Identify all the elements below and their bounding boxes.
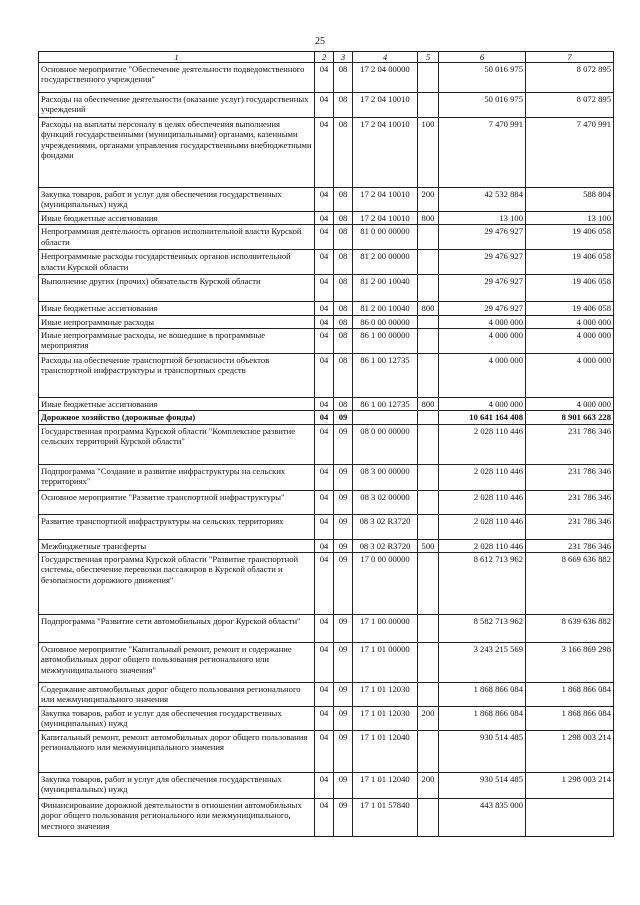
cell-name: Подпрограмма "Развитие сети автомобильных дорог Курской области" (39, 614, 315, 642)
cell-sum2: 231 786 346 (526, 490, 614, 514)
table-row (39, 93, 614, 118)
cell-name: Иные бюджетные ассигнования (39, 302, 315, 315)
cell-pr: 09 (334, 411, 353, 424)
cell-vr (418, 315, 439, 328)
cell-sum1: 1 868 866 084 (439, 706, 526, 730)
table-row (39, 798, 614, 836)
table-row (39, 302, 614, 315)
cell-pr: 09 (334, 706, 353, 730)
cell-rz: 04 (315, 642, 334, 682)
cell-csr: 17 1 01 00000 (353, 642, 418, 682)
cell-vr: 100 (418, 118, 439, 188)
cell-name: Государственная программа Курской области "Развитие транспортной системы, обеспечение перевозки пассажиров в Курской области и безопасности дорожного движения" (39, 552, 315, 614)
cell-name: Основное мероприятие "Развитие транспортной инфраструктуры" (39, 490, 315, 514)
cell-rz: 04 (315, 552, 334, 614)
cell-sum2: 3 166 869 298 (526, 642, 614, 682)
cell-name: Закупка товаров, работ и услуг для обеспечения государственных (муниципальных) нужд (39, 772, 315, 798)
cell-vr (418, 464, 439, 490)
cell-rz: 04 (315, 706, 334, 730)
cell-sum2: 4 000 000 (526, 328, 614, 353)
cell-sum2: 19 406 058 (526, 302, 614, 315)
cell-rz: 04 (315, 353, 334, 397)
cell-csr: 86 0 00 00000 (353, 315, 418, 328)
cell-sum1: 930 514 485 (439, 772, 526, 798)
table-row (39, 772, 614, 798)
cell-vr (418, 514, 439, 539)
cell-rz: 04 (315, 275, 334, 302)
cell-sum1: 42 532 884 (439, 188, 526, 212)
cell-rz: 04 (315, 212, 334, 225)
table-row (39, 397, 614, 410)
header-row (39, 52, 614, 63)
table-row (39, 315, 614, 328)
cell-csr: 17 2 04 10010 (353, 93, 418, 118)
header-cell: 7 (526, 52, 614, 63)
table-row (39, 552, 614, 614)
cell-sum1: 13 100 (439, 212, 526, 225)
table-row (39, 614, 614, 642)
cell-rz: 04 (315, 514, 334, 539)
cell-pr: 08 (334, 212, 353, 225)
cell-sum1: 2 028 110 446 (439, 539, 526, 552)
cell-sum1: 3 243 215 569 (439, 642, 526, 682)
table-row (39, 424, 614, 464)
cell-csr: 17 1 01 12030 (353, 682, 418, 706)
cell-sum1: 29 476 927 (439, 275, 526, 302)
cell-sum1: 2 028 110 446 (439, 464, 526, 490)
cell-vr (418, 225, 439, 250)
cell-pr: 09 (334, 730, 353, 772)
cell-vr (418, 63, 439, 93)
table-row (39, 706, 614, 730)
cell-sum2: 7 470 991 (526, 118, 614, 188)
cell-sum2: 231 786 346 (526, 539, 614, 552)
table-row (39, 353, 614, 397)
cell-pr: 08 (334, 63, 353, 93)
cell-csr: 17 0 00 00000 (353, 552, 418, 614)
cell-sum1: 4 000 000 (439, 315, 526, 328)
cell-name: Государственная программа Курской области "Комплексное развитие сельских территорий Курской области" (39, 424, 315, 464)
table-row (39, 63, 614, 93)
cell-sum2: 1 868 866 084 (526, 706, 614, 730)
cell-name: Дорожное хозяйство (дорожные фонды) (39, 411, 315, 424)
cell-pr: 09 (334, 682, 353, 706)
header-cell: 6 (439, 52, 526, 63)
cell-vr: 800 (418, 397, 439, 410)
cell-csr: 17 1 01 12040 (353, 730, 418, 772)
table-row (39, 730, 614, 772)
cell-sum2: 231 786 346 (526, 464, 614, 490)
table-row (39, 464, 614, 490)
header-cell: 3 (334, 52, 353, 63)
cell-sum2: 1 868 866 084 (526, 682, 614, 706)
cell-sum2: 19 406 058 (526, 275, 614, 302)
cell-csr: 17 1 01 12030 (353, 706, 418, 730)
cell-sum2: 8 072 895 (526, 63, 614, 93)
cell-vr (418, 250, 439, 275)
cell-name: Расходы на выплаты персоналу в целях обеспечения выполнения функций государственными (муниципальными) органами, казенными учреждениями, органами управления государственными внебюджетными фондами (39, 118, 315, 188)
cell-rz: 04 (315, 539, 334, 552)
cell-csr: 86 1 00 00000 (353, 328, 418, 353)
cell-name: Расходы на обеспечение транспортной безопасности объектов транспортной инфраструктуры и транспортных средств (39, 353, 315, 397)
cell-name: Выполнение других (прочих) обязательств Курской области (39, 275, 315, 302)
cell-sum1: 930 514 485 (439, 730, 526, 772)
cell-sum1: 4 000 000 (439, 328, 526, 353)
cell-name: Иные бюджетные ассигнования (39, 212, 315, 225)
cell-csr (353, 411, 418, 424)
cell-sum1: 10 641 164 408 (439, 411, 526, 424)
cell-name: Развитие транспортной инфраструктуры на сельских территориях (39, 514, 315, 539)
cell-rz: 04 (315, 730, 334, 772)
cell-rz: 04 (315, 424, 334, 464)
cell-sum2: 4 000 000 (526, 353, 614, 397)
cell-name: Иные бюджетные ассигнования (39, 397, 315, 410)
cell-sum1: 4 000 000 (439, 397, 526, 410)
cell-name: Непрограммная деятельность органов исполнительной власти Курской области (39, 225, 315, 250)
cell-pr: 09 (334, 798, 353, 836)
cell-sum1: 8 612 713 962 (439, 552, 526, 614)
cell-vr (418, 424, 439, 464)
cell-vr (418, 730, 439, 772)
cell-sum1: 2 028 110 446 (439, 424, 526, 464)
cell-pr: 08 (334, 250, 353, 275)
header-cell: 1 (39, 52, 315, 63)
cell-sum1: 7 470 991 (439, 118, 526, 188)
cell-name: Содержание автомобильных дорог общего пользования регионального или межмуниципального значения (39, 682, 315, 706)
cell-pr: 08 (334, 225, 353, 250)
cell-sum2: 8 669 636 882 (526, 552, 614, 614)
cell-vr (418, 328, 439, 353)
cell-pr: 09 (334, 772, 353, 798)
cell-vr (418, 682, 439, 706)
cell-sum2: 8 901 663 228 (526, 411, 614, 424)
cell-vr: 800 (418, 212, 439, 225)
cell-pr: 08 (334, 315, 353, 328)
cell-csr: 81 2 00 10040 (353, 302, 418, 315)
cell-sum2: 1 298 003 214 (526, 772, 614, 798)
cell-csr: 17 2 04 10010 (353, 212, 418, 225)
cell-csr: 81 2 00 10040 (353, 275, 418, 302)
cell-csr: 17 2 04 10010 (353, 188, 418, 212)
cell-rz: 04 (315, 772, 334, 798)
cell-rz: 04 (315, 302, 334, 315)
cell-rz: 04 (315, 250, 334, 275)
cell-csr: 08 0 00 00000 (353, 424, 418, 464)
cell-sum2: 4 000 000 (526, 315, 614, 328)
table-row (39, 490, 614, 514)
cell-sum2 (526, 798, 614, 836)
cell-name: Подпрограмма "Создание и развитие инфраструктуры на сельских территориях" (39, 464, 315, 490)
cell-vr (418, 93, 439, 118)
cell-pr: 09 (334, 514, 353, 539)
cell-name: Межбюджетные трансферты (39, 539, 315, 552)
table-row (39, 514, 614, 539)
table-row (39, 539, 614, 552)
header-cell: 4 (353, 52, 418, 63)
cell-name: Иные непрограммные расходы, не вошедшие в программные мероприятия (39, 328, 315, 353)
cell-pr: 09 (334, 614, 353, 642)
cell-rz: 04 (315, 225, 334, 250)
cell-sum1: 4 000 000 (439, 353, 526, 397)
header-cell: 5 (418, 52, 439, 63)
cell-pr: 08 (334, 118, 353, 188)
cell-rz: 04 (315, 490, 334, 514)
table-row (39, 118, 614, 188)
table-row (39, 328, 614, 353)
cell-pr: 09 (334, 490, 353, 514)
cell-rz: 04 (315, 63, 334, 93)
cell-pr: 09 (334, 464, 353, 490)
cell-sum2: 8 639 636 882 (526, 614, 614, 642)
cell-sum1: 2 028 110 446 (439, 490, 526, 514)
cell-rz: 04 (315, 614, 334, 642)
table-row (39, 275, 614, 302)
cell-rz: 04 (315, 798, 334, 836)
cell-vr (418, 552, 439, 614)
cell-vr (418, 614, 439, 642)
cell-sum1: 50 016 975 (439, 63, 526, 93)
cell-csr: 17 2 04 00000 (353, 63, 418, 93)
cell-vr: 500 (418, 539, 439, 552)
cell-name: Капитальный ремонт, ремонт автомобильных дорог общего пользования регионального или межмуниципального значения (39, 730, 315, 772)
cell-rz: 04 (315, 411, 334, 424)
cell-csr: 08 3 00 00000 (353, 464, 418, 490)
cell-sum2: 8 072 895 (526, 93, 614, 118)
cell-pr: 08 (334, 328, 353, 353)
table-row (39, 411, 614, 424)
cell-pr: 08 (334, 397, 353, 410)
header-cell: 2 (315, 52, 334, 63)
cell-sum1: 443 835 000 (439, 798, 526, 836)
cell-vr (418, 642, 439, 682)
cell-pr: 08 (334, 275, 353, 302)
budget-table (38, 51, 614, 837)
table-row (39, 188, 614, 212)
cell-vr (418, 798, 439, 836)
cell-sum1: 8 582 713 962 (439, 614, 526, 642)
cell-sum2: 13 100 (526, 212, 614, 225)
cell-vr (418, 275, 439, 302)
cell-name: Иные непрограммные расходы (39, 315, 315, 328)
cell-vr: 200 (418, 706, 439, 730)
cell-vr (418, 353, 439, 397)
cell-sum1: 2 028 110 446 (439, 514, 526, 539)
cell-csr: 17 1 01 57840 (353, 798, 418, 836)
cell-rz: 04 (315, 315, 334, 328)
cell-csr: 81 2 00 00000 (353, 250, 418, 275)
cell-sum2: 588 804 (526, 188, 614, 212)
cell-name: Закупка товаров, работ и услуг для обеспечения государственных (муниципальных) нужд (39, 188, 315, 212)
cell-sum1: 29 476 927 (439, 225, 526, 250)
cell-vr: 200 (418, 772, 439, 798)
cell-sum1: 29 476 927 (439, 250, 526, 275)
cell-sum1: 1 868 866 084 (439, 682, 526, 706)
cell-rz: 04 (315, 118, 334, 188)
table-row (39, 682, 614, 706)
cell-csr: 17 1 00 00000 (353, 614, 418, 642)
cell-vr (418, 411, 439, 424)
cell-csr: 17 2 04 10010 (353, 118, 418, 188)
cell-sum2: 19 406 058 (526, 225, 614, 250)
cell-csr: 86 1 00 12735 (353, 353, 418, 397)
cell-pr: 09 (334, 424, 353, 464)
cell-sum2: 1 298 003 214 (526, 730, 614, 772)
cell-csr: 08 3 02 R3720 (353, 539, 418, 552)
cell-pr: 09 (334, 539, 353, 552)
cell-csr: 17 1 01 12040 (353, 772, 418, 798)
cell-rz: 04 (315, 464, 334, 490)
cell-pr: 08 (334, 188, 353, 212)
cell-name: Непрограммные расходы государственных органов исполнительной власти Курской области (39, 250, 315, 275)
cell-rz: 04 (315, 328, 334, 353)
cell-sum1: 50 016 975 (439, 93, 526, 118)
cell-vr: 200 (418, 188, 439, 212)
cell-vr: 800 (418, 302, 439, 315)
cell-pr: 08 (334, 302, 353, 315)
cell-name: Финансирование дорожной деятельности в отношении автомобильных дорог общего пользования регионального или межмуниципального, местного значения (39, 798, 315, 836)
cell-pr: 08 (334, 93, 353, 118)
cell-rz: 04 (315, 93, 334, 118)
page-number: 25 (315, 36, 325, 47)
table-row (39, 250, 614, 275)
cell-pr: 08 (334, 353, 353, 397)
cell-sum1: 29 476 927 (439, 302, 526, 315)
cell-csr: 86 1 00 12735 (353, 397, 418, 410)
cell-pr: 09 (334, 552, 353, 614)
table-row (39, 212, 614, 225)
cell-name: Основное мероприятие "Капитальный ремонт, ремонт и содержание автомобильных дорог общего пользования регионального или межмуниципального значения" (39, 642, 315, 682)
cell-sum2: 19 406 058 (526, 250, 614, 275)
cell-csr: 81 0 00 00000 (353, 225, 418, 250)
cell-pr: 09 (334, 642, 353, 682)
table-row (39, 642, 614, 682)
cell-rz: 04 (315, 188, 334, 212)
cell-name: Расходы на обеспечение деятельности (оказание услуг) государственных учреждений (39, 93, 315, 118)
cell-name: Закупка товаров, работ и услуг для обеспечения государственных (муниципальных) нужд (39, 706, 315, 730)
cell-sum2: 4 000 000 (526, 397, 614, 410)
table-row (39, 225, 614, 250)
cell-name: Основное мероприятие "Обеспечение деятельности подведомственного государственного учреждения" (39, 63, 315, 93)
cell-rz: 04 (315, 397, 334, 410)
cell-csr: 08 3 02 00000 (353, 490, 418, 514)
cell-csr: 08 3 02 R3720 (353, 514, 418, 539)
cell-sum2: 231 786 346 (526, 424, 614, 464)
cell-rz: 04 (315, 682, 334, 706)
cell-vr (418, 490, 439, 514)
cell-sum2: 231 786 346 (526, 514, 614, 539)
